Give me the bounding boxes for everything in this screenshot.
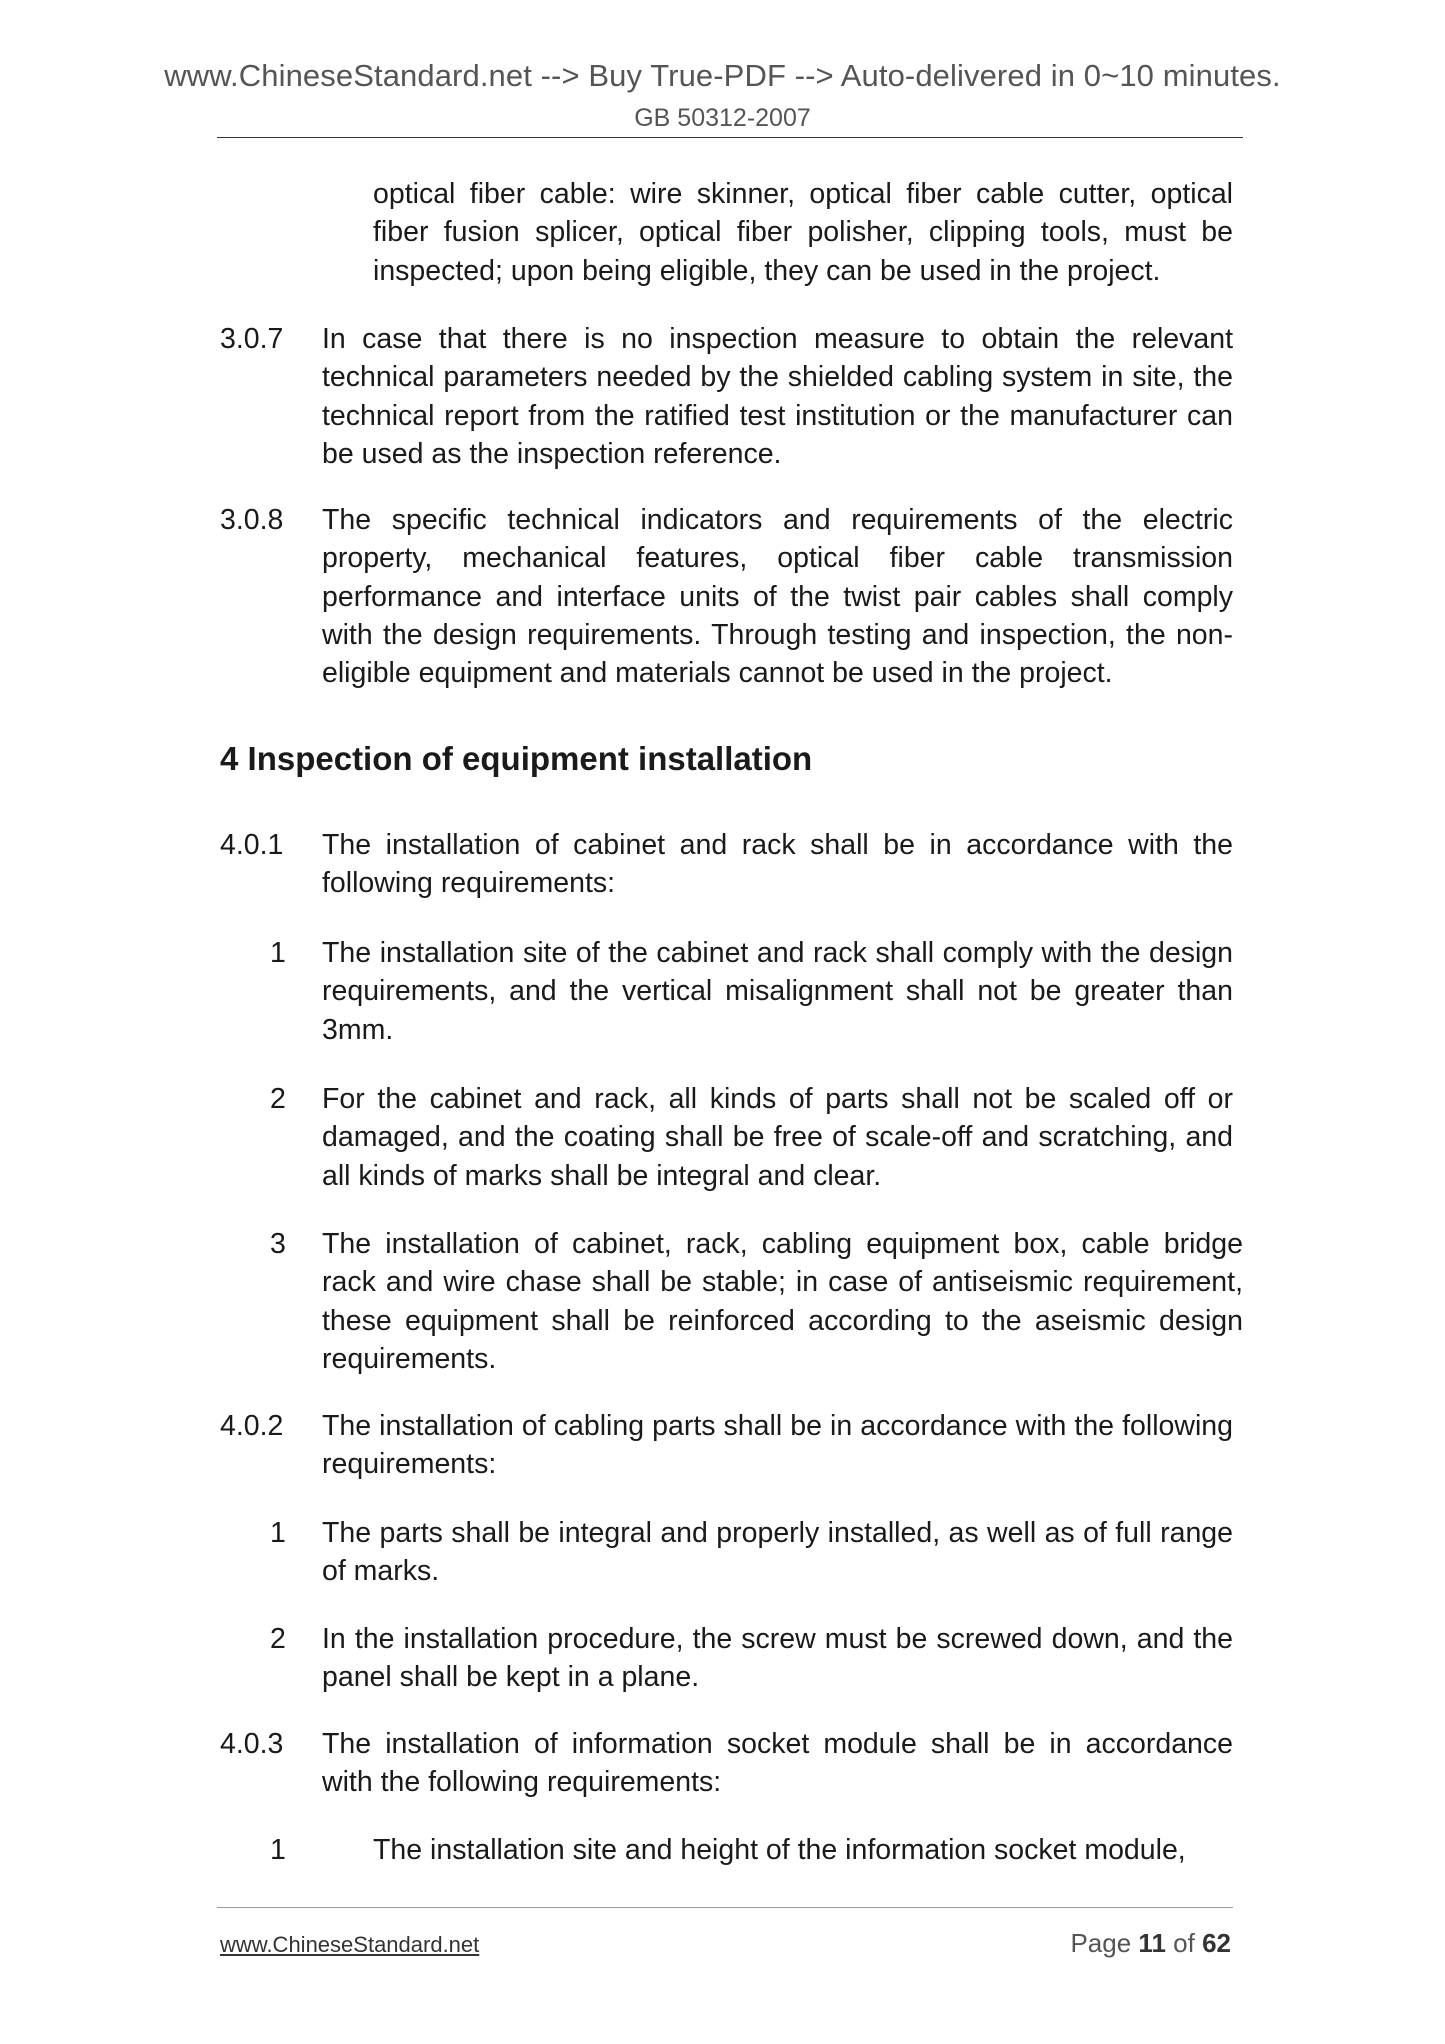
page-total: 62	[1202, 1928, 1231, 1958]
footer-divider	[217, 1907, 1233, 1908]
page-prefix: Page	[1070, 1928, 1132, 1958]
section-heading: 4 Inspection of equipment installation	[220, 740, 813, 777]
page-of: of	[1173, 1928, 1195, 1958]
item-text: The installation site and height of the information socket module,	[373, 1834, 1186, 1866]
clause-text: The specific technical indicators and requirements of the electric property, mechanical features, optical fiber cable transmission performance and interface units of the twist pair cables shall comply with the design requirements. Through testing and inspection, the non-eligible equipment and materials cannot be used in the project.	[322, 504, 1233, 690]
item-text: In the installation procedure, the screw must be screwed down, and the panel shall be kept in a plane.	[322, 1623, 1233, 1694]
clause-text: The installation of cabinet and rack shall be in accordance with the following requirements:	[322, 829, 1233, 900]
page-current: 11	[1138, 1928, 1166, 1958]
item-number: 2	[270, 1623, 286, 1655]
clause-text: The installation of information socket module shall be in accordance with the following requirements:	[322, 1728, 1233, 1799]
header-divider	[217, 137, 1243, 138]
item-number: 2	[270, 1083, 286, 1115]
item-text: For the cabinet and rack, all kinds of parts shall not be scaled off or damaged, and the coating shall be free of scale-off and scratching, and all kinds of marks shall be integral and clear.	[322, 1083, 1233, 1192]
item-number: 1	[270, 1517, 286, 1549]
continued-paragraph: optical fiber cable: wire skinner, optical fiber cable cutter, optical fiber fusion splicer, optical fiber polisher, clipping tools, must be inspected; upon being eligible, they can be used in the project.	[373, 178, 1233, 287]
item-text: The parts shall be integral and properly installed, as well as of full range of marks.	[322, 1517, 1233, 1588]
clause-text: In case that there is no inspection measure to obtain the relevant technical parameters needed by the shielded cabling system in site, the technical report from the ratified test institution or the manufacturer can be used as the inspection reference.	[322, 323, 1233, 470]
item-number: 3	[270, 1228, 286, 1260]
clause-number: 4.0.1	[220, 829, 284, 861]
item-text: The installation of cabinet, rack, cabling equipment box, cable bridge rack and wire chase shall be stable; in case of antiseismic requirement, these equipment shall be reinforced according to the aseismic design requirements.	[322, 1228, 1243, 1375]
item-text: The installation site of the cabinet and rack shall comply with the design requirements, and the vertical misalignment shall not be greater than 3mm.	[322, 937, 1233, 1046]
page-indicator	[1000, 1928, 1231, 1959]
item-number: 1	[270, 1834, 286, 1866]
clause-number: 4.0.3	[220, 1728, 284, 1760]
header-banner: www.ChineseStandard.net --> Buy True-PDF --> Auto-delivered in 0~10 minutes.	[164, 58, 1281, 93]
clause-number: 3.0.7	[220, 323, 284, 355]
clause-number: 4.0.2	[220, 1410, 284, 1442]
clause-text: The installation of cabling parts shall be in accordance with the following requirements:	[322, 1410, 1233, 1481]
document-code: GB 50312-2007	[634, 104, 811, 132]
item-number: 1	[270, 937, 286, 969]
footer-site-link[interactable]: www.ChineseStandard.net	[220, 1932, 480, 1957]
clause-number: 3.0.8	[220, 504, 284, 536]
